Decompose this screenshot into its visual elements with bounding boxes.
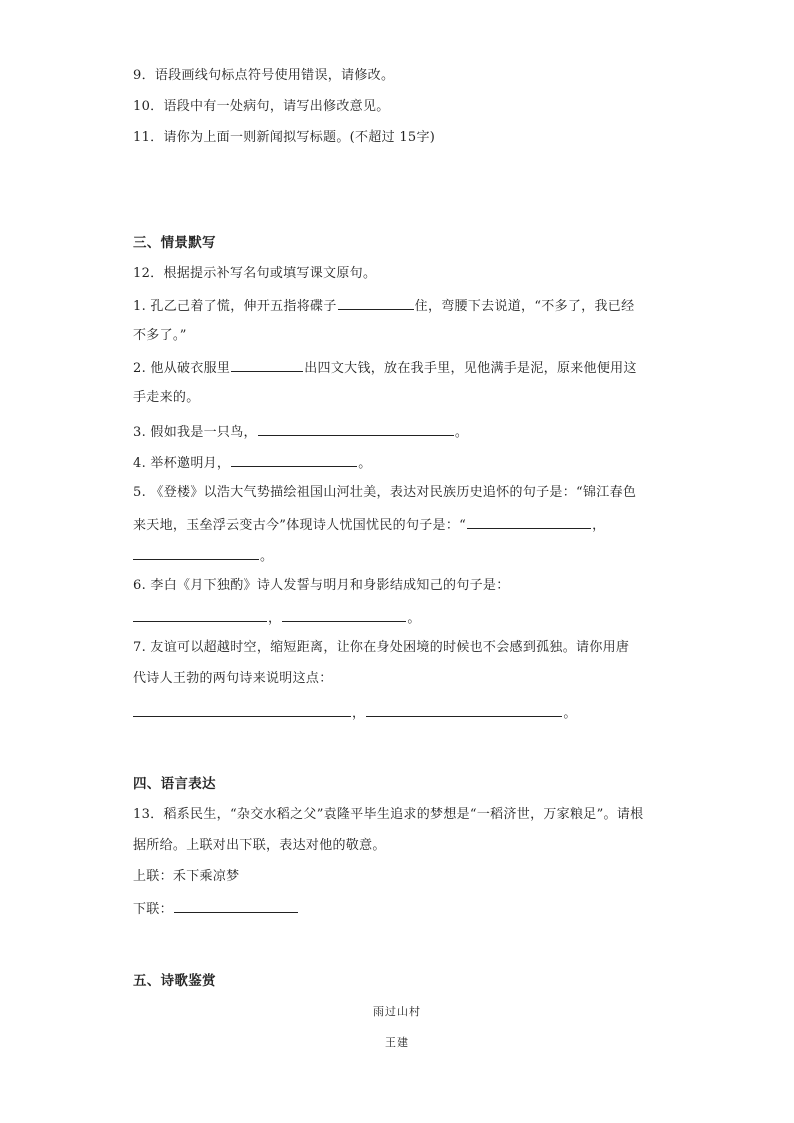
item-1-text-a: 1. 孔乙己着了慌，伸开五指将碟子 (133, 299, 337, 314)
item-4-text: 4. 举杯邀明月， (133, 456, 231, 471)
answer-blank[interactable] (338, 296, 414, 310)
answer-blank[interactable] (133, 546, 259, 560)
item-3-end: 。 (454, 425, 469, 440)
question-13-line-1: 13．稻系民生，“杂交水稻之父”袁隆平毕生追求的梦想是“一稻济世，万家粮足”。请根 (133, 807, 644, 822)
question-12: 12．根据提示补写名句或填写课文原句。 (133, 266, 377, 281)
item-6-line-1: 6. 李白《月下独酌》诗人发誓与明月和身影结成知己的句子是： (133, 578, 510, 593)
item-3-text: 3. 假如我是一只鸟， (133, 425, 257, 440)
poem-title: 雨过山村 (373, 1005, 421, 1018)
upper-couplet: 上联：禾下乘凉梦 (133, 869, 240, 884)
item-7-end: 。 (563, 706, 577, 721)
item-5-line-2 (133, 515, 663, 535)
answer-blank[interactable] (282, 608, 406, 622)
item-7-line-2: 代诗人王勃的两句诗来说明这点： (133, 671, 333, 686)
item-7-comma: ， (352, 706, 366, 721)
poem-author: 王建 (385, 1036, 409, 1049)
item-5-end: 。 (260, 549, 274, 564)
item-7-line-3 (133, 703, 663, 723)
answer-blank[interactable] (231, 453, 357, 467)
item-2-text-a: 2. 他从破衣服里 (133, 361, 231, 376)
item-2-line-1 (133, 358, 663, 378)
item-4 (133, 453, 663, 473)
item-5-text-b: 来天地，玉垒浮云变古今”体现诗人忧国忧民的句子是：“ (133, 518, 467, 533)
item-5-line-3 (133, 546, 663, 566)
answer-blank[interactable] (174, 899, 298, 913)
answer-blank[interactable] (133, 608, 267, 622)
answer-blank[interactable] (467, 515, 591, 529)
item-6-end: 。 (407, 611, 421, 626)
item-1-text-b: 住，弯腰下去说道，“不多了，我已经 (414, 299, 635, 314)
answer-blank[interactable] (366, 703, 562, 717)
section-3-heading: 三、情景默写 (133, 235, 216, 251)
item-5-comma: ， (592, 518, 606, 533)
item-3 (133, 422, 663, 442)
question-13-line-2: 据所给。上联对出下联，表达对他的敬意。 (133, 838, 386, 853)
item-6-line-2 (133, 608, 663, 628)
lower-couplet-label: 下联： (133, 902, 173, 917)
answer-blank[interactable] (133, 703, 351, 717)
answer-blank[interactable] (231, 358, 303, 372)
answer-blank[interactable] (258, 422, 454, 436)
item-2-text-b: 出四文大钱，放在我手里，见他满手是泥，原来他便用这 (304, 361, 637, 376)
item-1-line-1 (133, 296, 663, 316)
item-7-line-1: 7. 友谊可以超越时空，缩短距离，让你在身处困境的时候也不会感到孤独。请你用唐 (133, 640, 630, 655)
item-1-line-2: 不多了。” (133, 328, 187, 343)
lower-couplet (133, 899, 663, 919)
section-4-heading: 四、语言表达 (133, 776, 216, 792)
item-4-end: 。 (358, 456, 372, 471)
question-11: 11．请你为上面一则新闻拟写标题。(不超过 15字) (133, 130, 436, 145)
item-2-line-2: 手走来的。 (133, 390, 200, 405)
section-5-heading: 五、诗歌鉴赏 (133, 973, 216, 989)
question-10: 10．语段中有一处病句，请写出修改意见。 (133, 99, 390, 114)
item-6-comma: ， (268, 611, 282, 626)
item-5-line-1: 5. 《登楼》以浩大气势描绘祖国山河壮美，表达对民族历史追怀的句子是：“锦江春色 (133, 485, 637, 500)
question-9: 9．语段画线句标点符号使用错误，请修改。 (133, 68, 395, 83)
